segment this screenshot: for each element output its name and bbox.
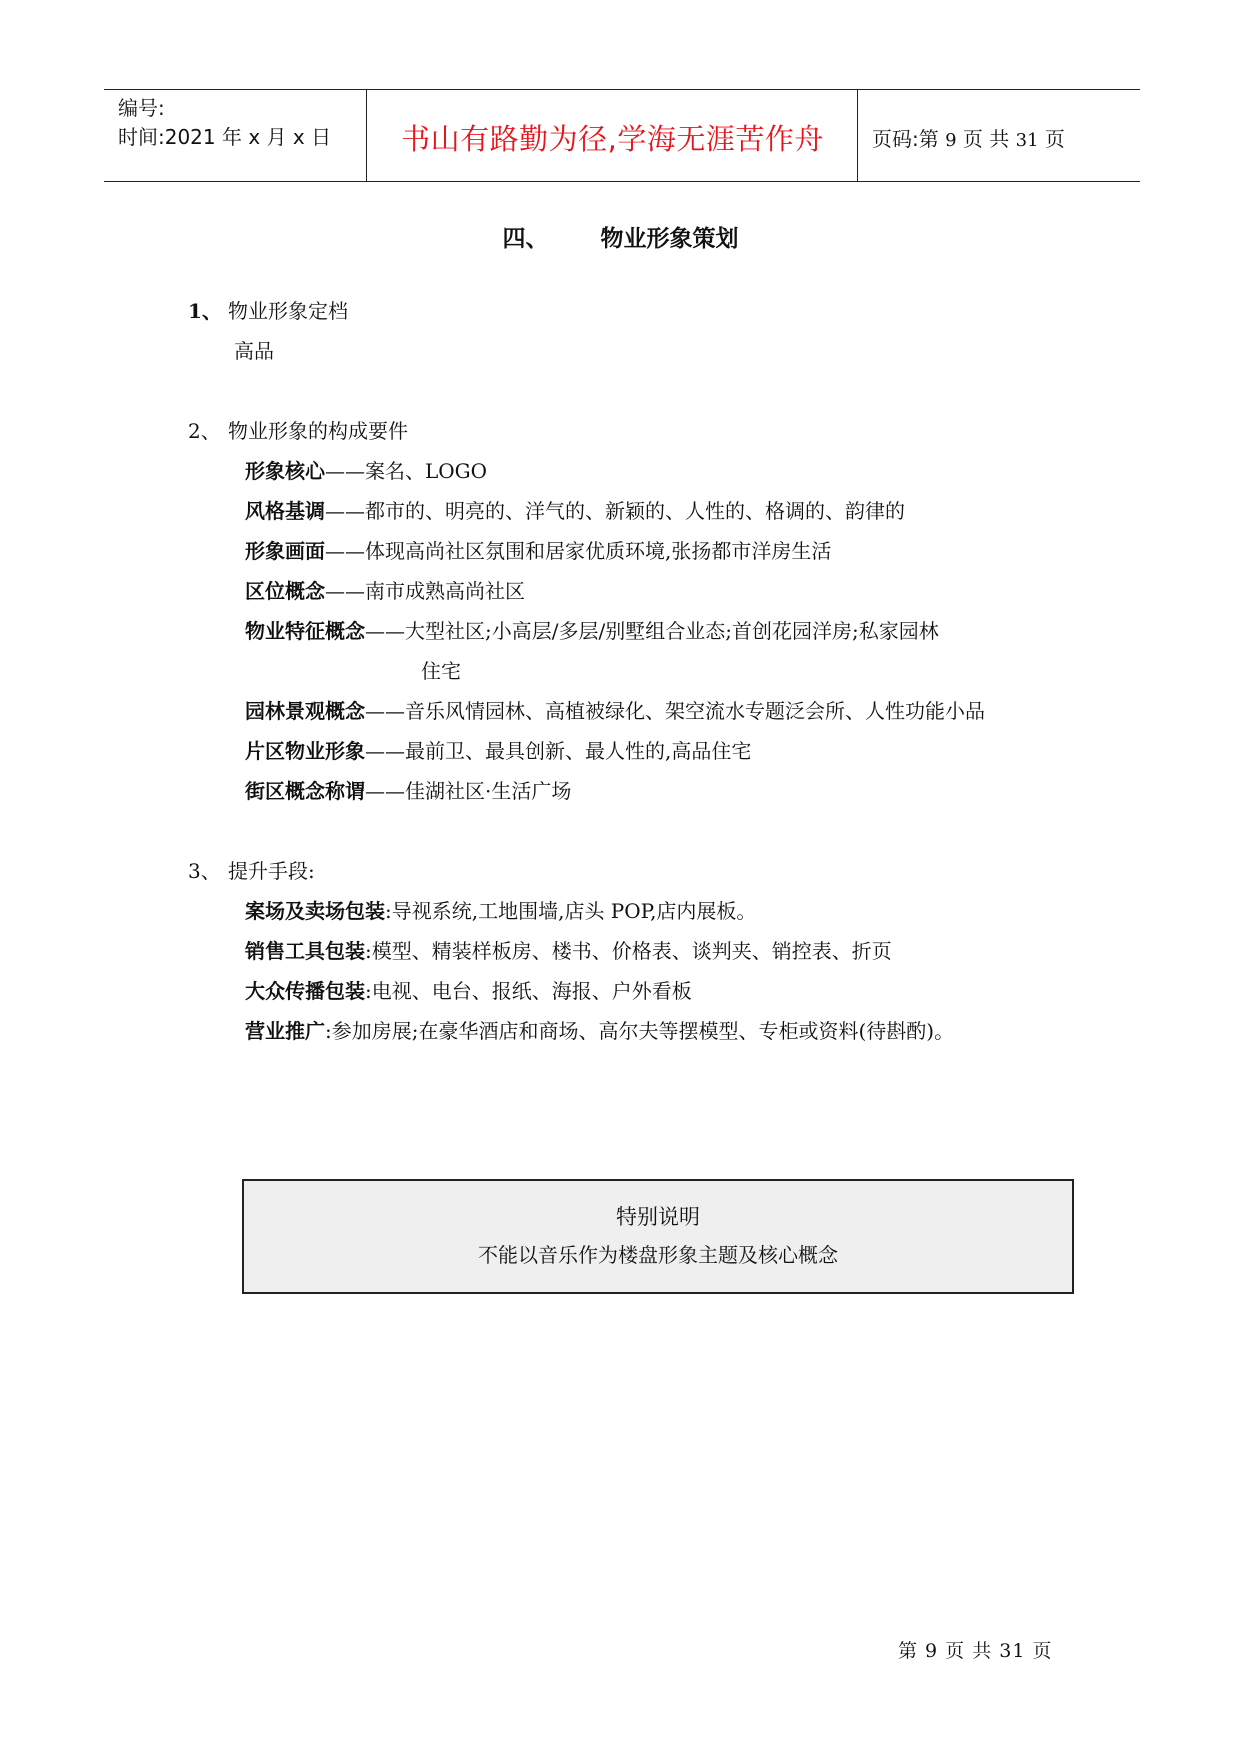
header-motto: 书山有路勤为径,学海无涯苦作舟 xyxy=(401,122,824,156)
section3-heading xyxy=(188,857,315,885)
item-text: ——音乐风情园林、高植被绿化、架空流水专题泛会所、人性功能小品 xyxy=(365,699,985,723)
item-text: :参加房展;在豪华酒店和商场、高尔夫等摆模型、专柜或资料(待斟酌)。 xyxy=(325,1019,955,1043)
page-suffix: 页 xyxy=(1038,127,1065,151)
section2-heading xyxy=(188,417,408,445)
section1-value: 高品 xyxy=(234,339,274,363)
list-item xyxy=(245,497,905,525)
item-label: 区位概念 xyxy=(245,579,325,603)
item-text: ——南市成熟高尚社区 xyxy=(325,579,525,603)
list-item xyxy=(245,897,756,925)
item-label: 大众传播包装 xyxy=(245,979,365,1003)
list-item xyxy=(245,937,892,965)
section-heading-text: 提升手段: xyxy=(228,859,315,883)
item-label: 销售工具包装 xyxy=(245,939,365,963)
list-item xyxy=(245,617,939,645)
header-divider xyxy=(857,90,858,181)
item-label: 物业特征概念 xyxy=(245,619,365,643)
item-text: ——最前卫、最具创新、最人性的,高品住宅 xyxy=(365,739,752,763)
header-page-info xyxy=(872,123,1065,152)
list-item xyxy=(245,537,831,565)
list-item xyxy=(245,777,571,805)
title-number: 四、 xyxy=(502,226,549,252)
item-text: ——体现高尚社区氛围和居家优质环境,张扬都市洋房生活 xyxy=(325,539,832,563)
item-continuation: 住宅 xyxy=(421,659,461,683)
item-label: 园林景观概念 xyxy=(245,699,365,723)
page-number: 9 xyxy=(945,130,957,151)
item-label: 形象核心 xyxy=(245,459,325,483)
note-title: 特别说明 xyxy=(616,1205,700,1229)
list-item xyxy=(245,577,525,605)
item-label: 街区概念称谓 xyxy=(245,779,365,803)
title-text: 物业形象策划 xyxy=(600,226,739,252)
section-number: 2、 xyxy=(188,419,221,443)
section-heading-text: 物业形象的构成要件 xyxy=(228,419,408,443)
list-item xyxy=(245,1017,954,1045)
item-text: ——佳湖社区·生活广场 xyxy=(365,779,572,803)
page-header xyxy=(104,89,1140,182)
code-label: 编号: xyxy=(118,96,165,120)
item-label: 案场及卖场包装 xyxy=(245,899,385,923)
date-label: 时间:2021 年 x 月 x 日 xyxy=(118,125,332,149)
item-text: :模型、精装样板房、楼书、价格表、谈判夹、销控表、折页 xyxy=(365,939,892,963)
page-title xyxy=(0,220,1241,253)
page-prefix: 页码:第 xyxy=(872,127,946,151)
list-item xyxy=(245,457,487,485)
item-text: :电视、电台、报纸、海报、户外看板 xyxy=(365,979,692,1003)
list-item xyxy=(245,737,751,765)
header-divider xyxy=(366,90,367,181)
item-label: 风格基调 xyxy=(245,499,325,523)
section-heading-text: 物业形象定档 xyxy=(228,299,348,323)
page-mid: 页 共 xyxy=(956,127,1016,151)
item-text: ——案名、LOGO xyxy=(325,459,488,483)
note-text: 不能以音乐作为楼盘形象主题及核心概念 xyxy=(478,1243,838,1267)
item-text: :导视系统,工地围墙,店头 POP,店内展板。 xyxy=(385,899,757,923)
section-number: 1、 xyxy=(188,299,222,323)
page-footer: 第 9 页 共 31 页 xyxy=(898,1640,1053,1662)
list-item xyxy=(245,977,692,1005)
special-note-box xyxy=(242,1179,1074,1294)
item-label: 片区物业形象 xyxy=(245,739,365,763)
page-total: 31 xyxy=(1015,130,1039,151)
item-label: 形象画面 xyxy=(245,539,325,563)
section1-heading xyxy=(188,297,348,325)
section-number: 3、 xyxy=(188,859,221,883)
header-meta xyxy=(118,94,331,152)
item-text: ——大型社区;小高层/多层/别墅组合业态;首创花园洋房;私家园林 xyxy=(365,619,939,643)
item-text: ——都市的、明亮的、洋气的、新颖的、人性的、格调的、韵律的 xyxy=(325,499,905,523)
item-label: 营业推广 xyxy=(245,1019,325,1043)
list-item xyxy=(245,697,985,725)
